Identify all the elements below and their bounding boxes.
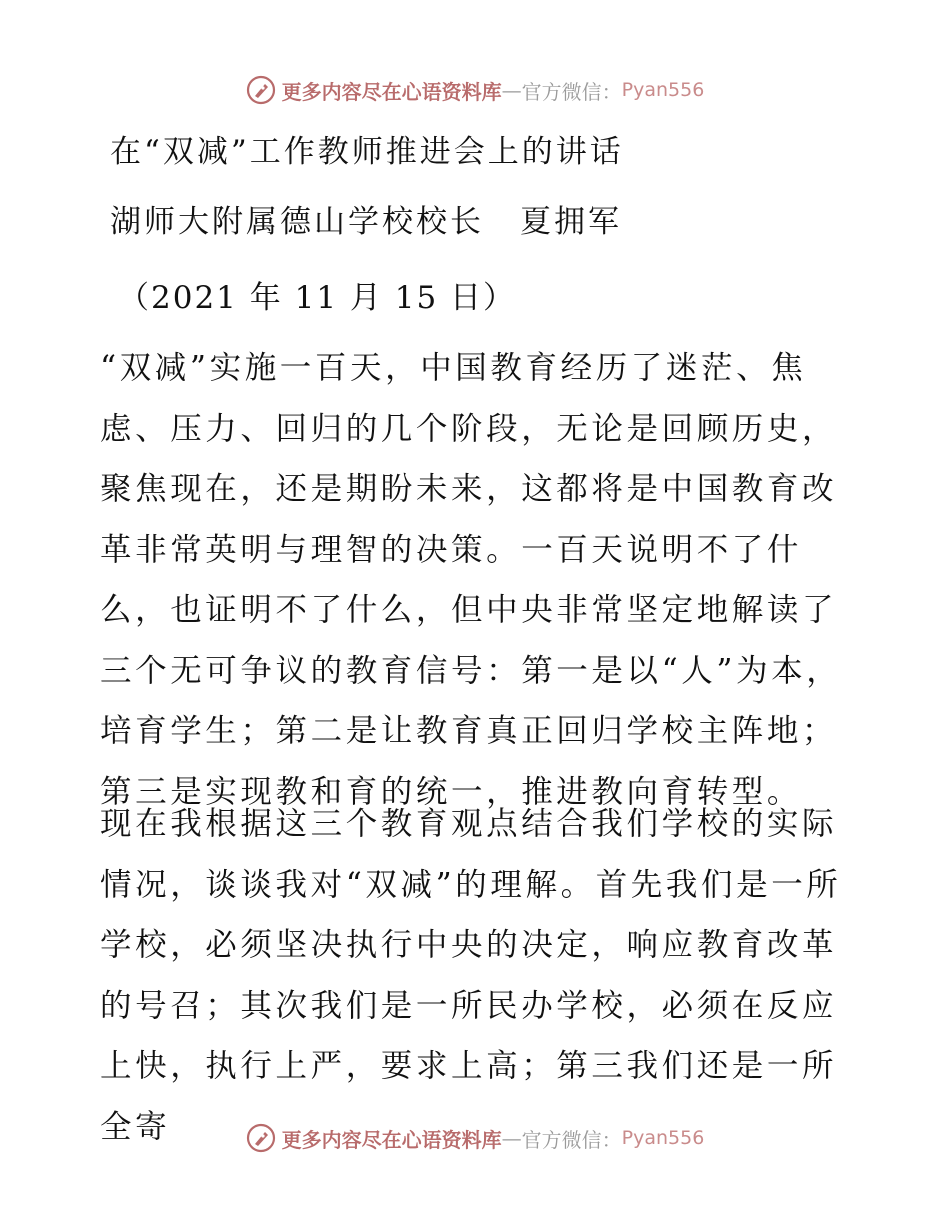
watermark-main-text: 更多内容尽在心语资料库: [281, 79, 502, 104]
watermark-header: [0, 70, 950, 110]
pen-nib-circle-icon: [246, 1123, 276, 1153]
author-name: 夏拥军: [520, 204, 622, 240]
watermark-separator: —: [501, 78, 522, 102]
watermark-wechat-id: Pyan556: [621, 1127, 705, 1149]
pen-nib-circle-icon: [246, 75, 276, 105]
document-author-line: [110, 196, 622, 241]
watermark-main-text: 更多内容尽在心语资料库: [281, 1127, 502, 1152]
watermark-meta-text: 官方微信：: [521, 79, 622, 104]
author-affiliation: 湖师大附属德山学校校长: [110, 204, 484, 240]
watermark-footer: [0, 1118, 950, 1158]
body-paragraph-1: “双减”实施一百天，中国教育经历了迷茫、焦虑、压力、回归的几个阶段，无论是回顾历史，聚焦现在，还是期盼未来，这都将是中国教育改革非常英明与理智的决策。一百天说明不了什么，也证明不了什么，但中央非常坚定地解读了三个无可争议的教育信号：第一是以“人”为本，培育学生；第二是让教育真正回归学校主阵地；第三是实现教和育的统一，推进教向育转型。: [100, 350, 842, 810]
watermark-separator: —: [501, 1126, 522, 1150]
body-paragraph-2: 现在我根据这三个教育观点结合我们学校的实际情况，谈谈我对“双减”的理解。首先我们是一所学校，必须坚决执行中央的决定，响应教育改革的号召；其次我们是一所民办学校，必须在反应上快，执行上严，要求上高；第三我们还是一所全寄: [100, 806, 842, 1145]
document-date: （2021 年 11 月 15 日）: [118, 280, 517, 316]
watermark-wechat-id: Pyan556: [621, 79, 705, 101]
watermark-meta-text: 官方微信：: [521, 1127, 622, 1152]
document-title: 在“双减”工作教师推进会上的讲话: [110, 134, 624, 170]
